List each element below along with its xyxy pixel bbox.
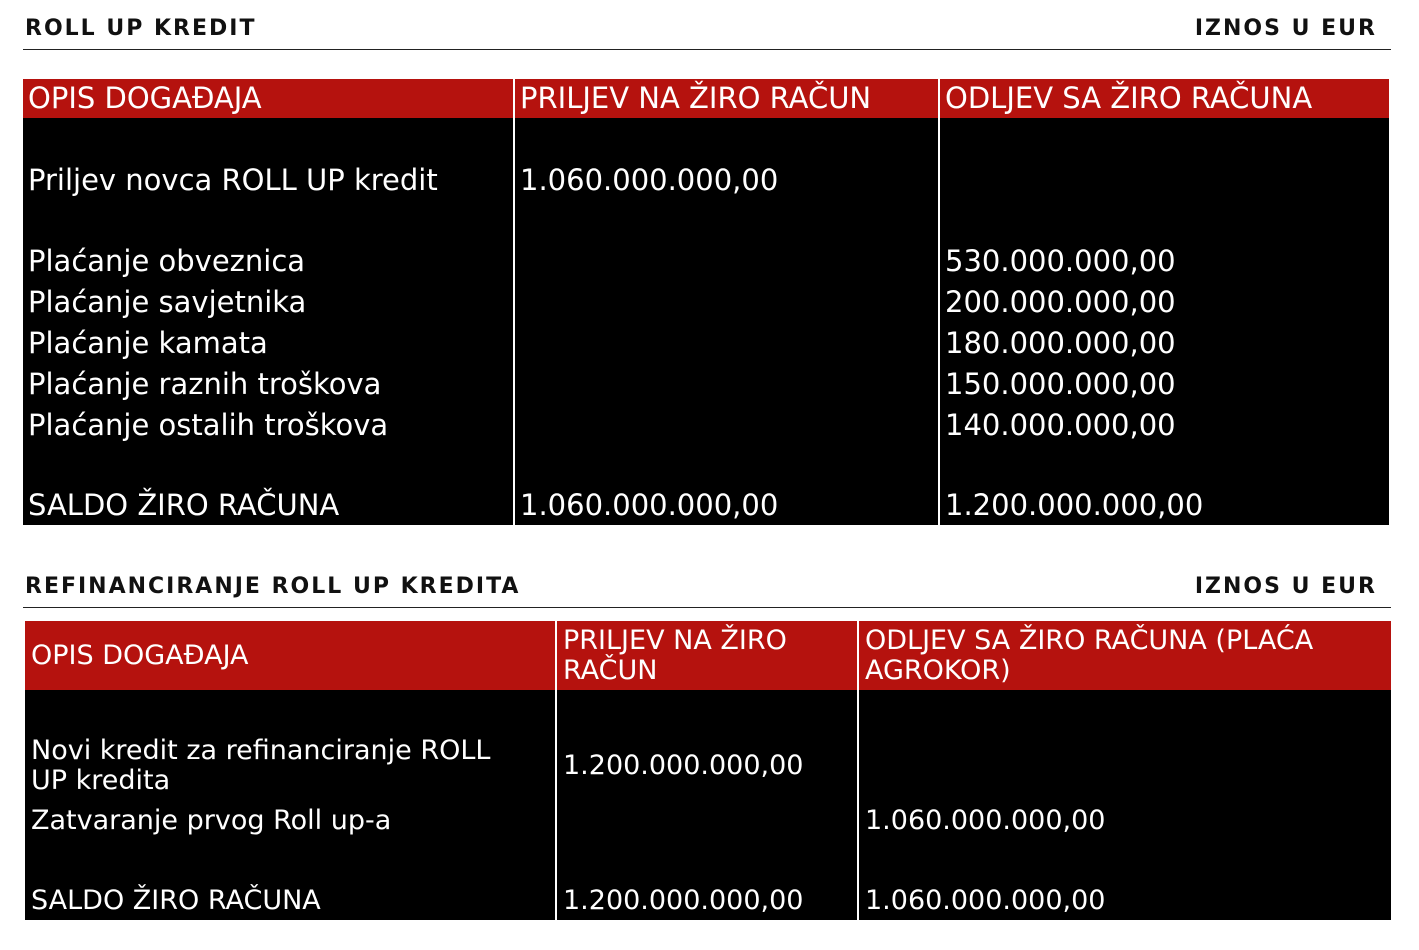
- header-outflow: ODLJEV SA ŽIRO RAČUNA: [945, 81, 1313, 115]
- row-outflow: 530.000.000,00: [945, 244, 1176, 278]
- header-inflow: PRILJEV NA ŽIRO RAČUN: [520, 81, 872, 115]
- row-description: Plaćanje ostalih troškova: [28, 408, 389, 442]
- total-inflow: 1.200.000.000,00: [563, 885, 804, 916]
- total-outflow: 1.200.000.000,00: [945, 488, 1204, 522]
- total-description: SALDO ŽIRO RAČUNA: [31, 885, 321, 916]
- total-inflow: 1.060.000.000,00: [520, 488, 779, 522]
- row-inflow: 1.060.000.000,00: [520, 163, 779, 197]
- row-description: Plaćanje savjetnika: [28, 285, 307, 319]
- column-divider: [938, 79, 940, 525]
- section1-unit: IZNOS U EUR: [1194, 16, 1377, 41]
- header-inflow: PRILJEV NA ŽIRO RAČUN: [563, 625, 787, 686]
- header-outflow: ODLJEV SA ŽIRO RAČUNA (PLAĆA AGROKOR): [865, 625, 1314, 686]
- section2-title: REFINANCIRANJE ROLL UP KREDITA: [25, 574, 521, 599]
- row-outflow: 200.000.000,00: [945, 285, 1176, 319]
- row-description: Plaćanje raznih troškova: [28, 367, 382, 401]
- row-outflow: 1.060.000.000,00: [865, 805, 1106, 836]
- section2-header: [23, 574, 1391, 608]
- total-description: SALDO ŽIRO RAČUNA: [28, 488, 340, 522]
- row-outflow: 140.000.000,00: [945, 408, 1176, 442]
- row-description: Novi kredit za refinanciranje ROLL UP kredita: [31, 735, 491, 796]
- row-outflow: 150.000.000,00: [945, 367, 1176, 401]
- roll-up-table: [23, 79, 1389, 525]
- column-divider: [857, 621, 859, 920]
- column-divider: [555, 621, 557, 920]
- row-outflow: 180.000.000,00: [945, 326, 1176, 360]
- row-description: Zatvaranje prvog Roll up-a: [31, 805, 392, 836]
- section2-unit: IZNOS U EUR: [1194, 574, 1377, 599]
- row-description: Priljev novca ROLL UP kredit: [28, 163, 438, 197]
- total-outflow: 1.060.000.000,00: [865, 885, 1106, 916]
- row-description: Plaćanje obveznica: [28, 244, 306, 278]
- refinancing-table: [25, 621, 1391, 920]
- section1-header: [23, 16, 1391, 50]
- header-description: OPIS DOGAĐAJA: [31, 640, 249, 671]
- section1-title: ROLL UP KREDIT: [25, 16, 257, 41]
- column-divider: [513, 79, 515, 525]
- row-description: Plaćanje kamata: [28, 326, 268, 360]
- row-inflow: 1.200.000.000,00: [563, 750, 804, 781]
- header-description: OPIS DOGAĐAJA: [28, 81, 262, 115]
